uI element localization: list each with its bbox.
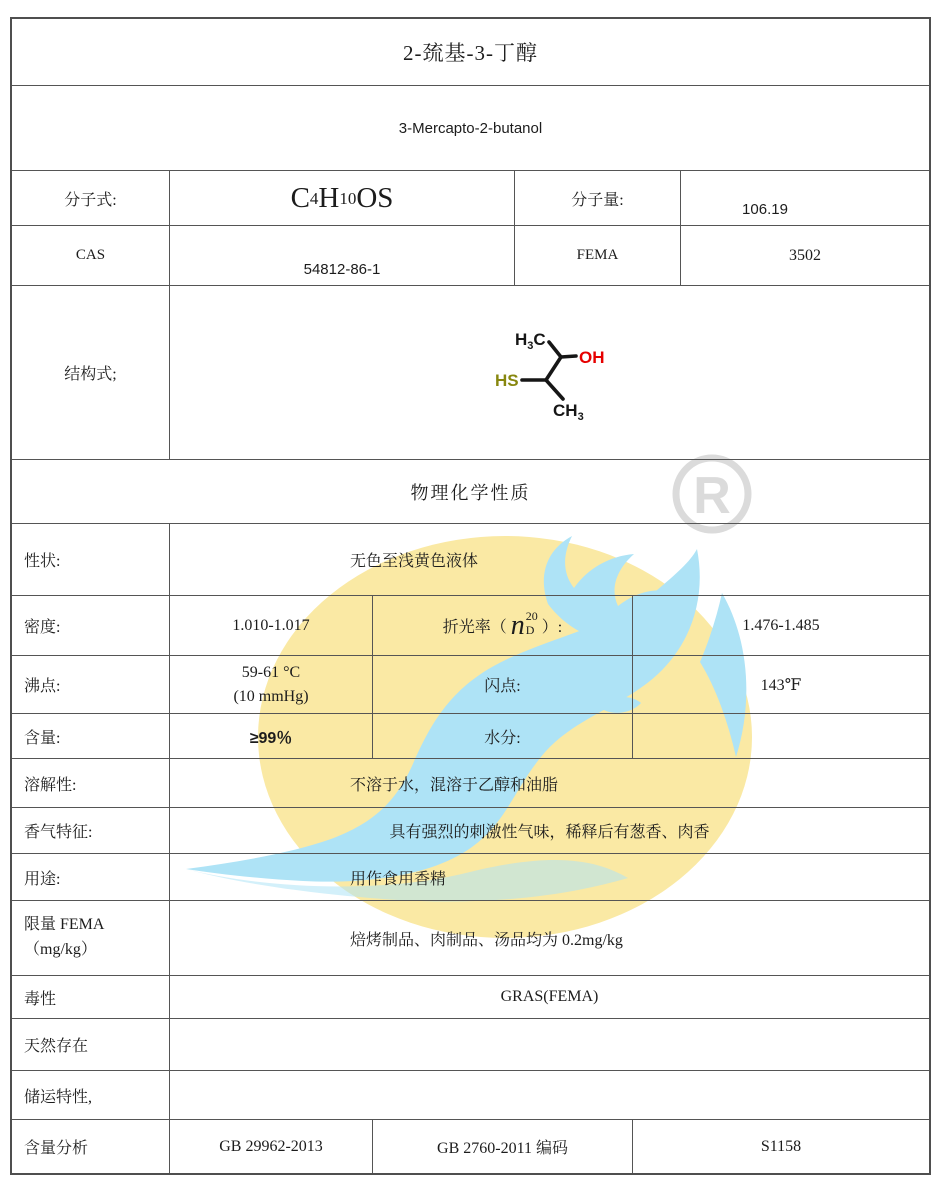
compound-table	[10, 17, 931, 1175]
storage-value	[169, 1071, 929, 1119]
refractive-paren-open: （	[490, 619, 507, 636]
cas-value: 54812-86-1	[169, 226, 514, 285]
analysis-code: S1158	[632, 1120, 929, 1173]
formula-c-sub: 4	[309, 188, 319, 208]
odor-value: 具有强烈的刺激性气味，稀释后有葱香、肉香	[169, 808, 929, 853]
refractive-label	[372, 596, 632, 655]
boiling-line1: 59-61 °C	[241, 664, 301, 682]
fema-value: 3502	[680, 226, 929, 285]
moisture-label: 水分:	[372, 714, 632, 758]
toxicity-value: GRAS(FEMA)	[169, 976, 929, 1018]
formula-c: C	[290, 181, 310, 214]
atom-oh: OH	[578, 347, 604, 367]
refractive-n: n	[510, 609, 525, 641]
appearance-value: 无色至浅黄色液体	[169, 524, 929, 595]
usage-value: 用作食用香精	[169, 854, 929, 900]
refractive-sub: D	[525, 622, 535, 637]
atom-h3c: $H_3C$	[514, 329, 546, 352]
row-section-header	[12, 459, 929, 523]
row-structure	[12, 285, 929, 459]
toxicity-label: 毒性	[24, 990, 57, 1008]
refractive-value: 1.476-1.485	[632, 596, 929, 655]
assay-label: 含量:	[24, 729, 61, 747]
fema-limit-value: 焙烤制品、肉制品、汤品均为 0.2mg/kg	[169, 901, 929, 975]
fema-limit-label-line1: 限量 FEMA	[24, 916, 105, 934]
formula-label: 分子式:	[64, 191, 117, 209]
appearance-label: 性状:	[24, 553, 61, 570]
title-cn: 2-巯基-3-丁醇	[403, 41, 538, 65]
fema-limit-label	[12, 901, 169, 975]
mol-weight-label: 分子量:	[514, 171, 680, 225]
refractive-sup: 20	[525, 609, 538, 624]
molecular-formula	[169, 171, 514, 225]
atom-hs: HS	[494, 370, 519, 390]
analysis-standard-1: GB 29962-2013	[169, 1120, 372, 1173]
solubility-label: 溶解性:	[24, 776, 77, 794]
row-density	[12, 595, 929, 655]
row-title	[12, 19, 929, 85]
boiling-value	[169, 656, 372, 713]
row-title-en	[12, 85, 929, 170]
row-solubility	[12, 758, 929, 807]
formula-h-sub: 10	[339, 188, 357, 208]
odor-label: 香气特征:	[24, 824, 93, 841]
row-odor	[12, 807, 929, 853]
solubility-value: 不溶于水，混溶于乙醇和油脂	[169, 759, 929, 807]
mol-weight-value: 106.19	[680, 171, 929, 225]
fema-limit-label-line2: （mg/kg）	[24, 941, 97, 958]
fema-label: FEMA	[514, 226, 680, 285]
formula-os: OS	[356, 181, 394, 214]
row-fema-limit	[12, 900, 929, 975]
moisture-value	[632, 714, 929, 758]
title-en: 3-Mercapto-2-butanol	[398, 119, 543, 137]
cas-label: CAS	[75, 247, 106, 263]
structure-label: 结构式;	[64, 366, 117, 383]
boiling-label: 沸点:	[24, 678, 61, 695]
row-toxicity	[12, 975, 929, 1018]
row-storage	[12, 1070, 929, 1119]
natural-label: 天然存在	[24, 1038, 89, 1055]
flash-label: 闪点:	[372, 656, 632, 713]
row-analysis	[12, 1119, 929, 1173]
flash-value: 143℉	[632, 656, 929, 713]
assay-value: ≥99％	[169, 714, 372, 758]
storage-label: 储运特性,	[24, 1088, 93, 1106]
row-formula	[12, 170, 929, 225]
physchem-section-title: 物理化学性质	[410, 482, 531, 503]
natural-value	[169, 1019, 929, 1070]
density-label: 密度:	[24, 619, 61, 636]
usage-label: 用途:	[24, 870, 61, 888]
row-usage	[12, 853, 929, 900]
formula-h: H	[318, 181, 340, 214]
atom-ch3: $CH_3$	[552, 400, 584, 423]
row-cas-fema	[12, 225, 929, 285]
refractive-prefix: 折光率	[442, 619, 491, 636]
row-appearance	[12, 523, 929, 595]
svg-text:R: R	[693, 467, 731, 525]
row-boiling	[12, 655, 929, 713]
boiling-line2: (10 mmHg)	[233, 687, 309, 705]
structure-cell	[169, 286, 929, 459]
chemical-structure-image	[475, 319, 625, 427]
density-value: 1.010-1.017	[169, 596, 372, 655]
row-natural	[12, 1018, 929, 1070]
refractive-paren-close: ）:	[541, 619, 563, 636]
row-assay	[12, 713, 929, 758]
analysis-label: 含量分析	[24, 1140, 89, 1157]
analysis-standard-2: GB 2760-2011 编码	[372, 1120, 632, 1173]
